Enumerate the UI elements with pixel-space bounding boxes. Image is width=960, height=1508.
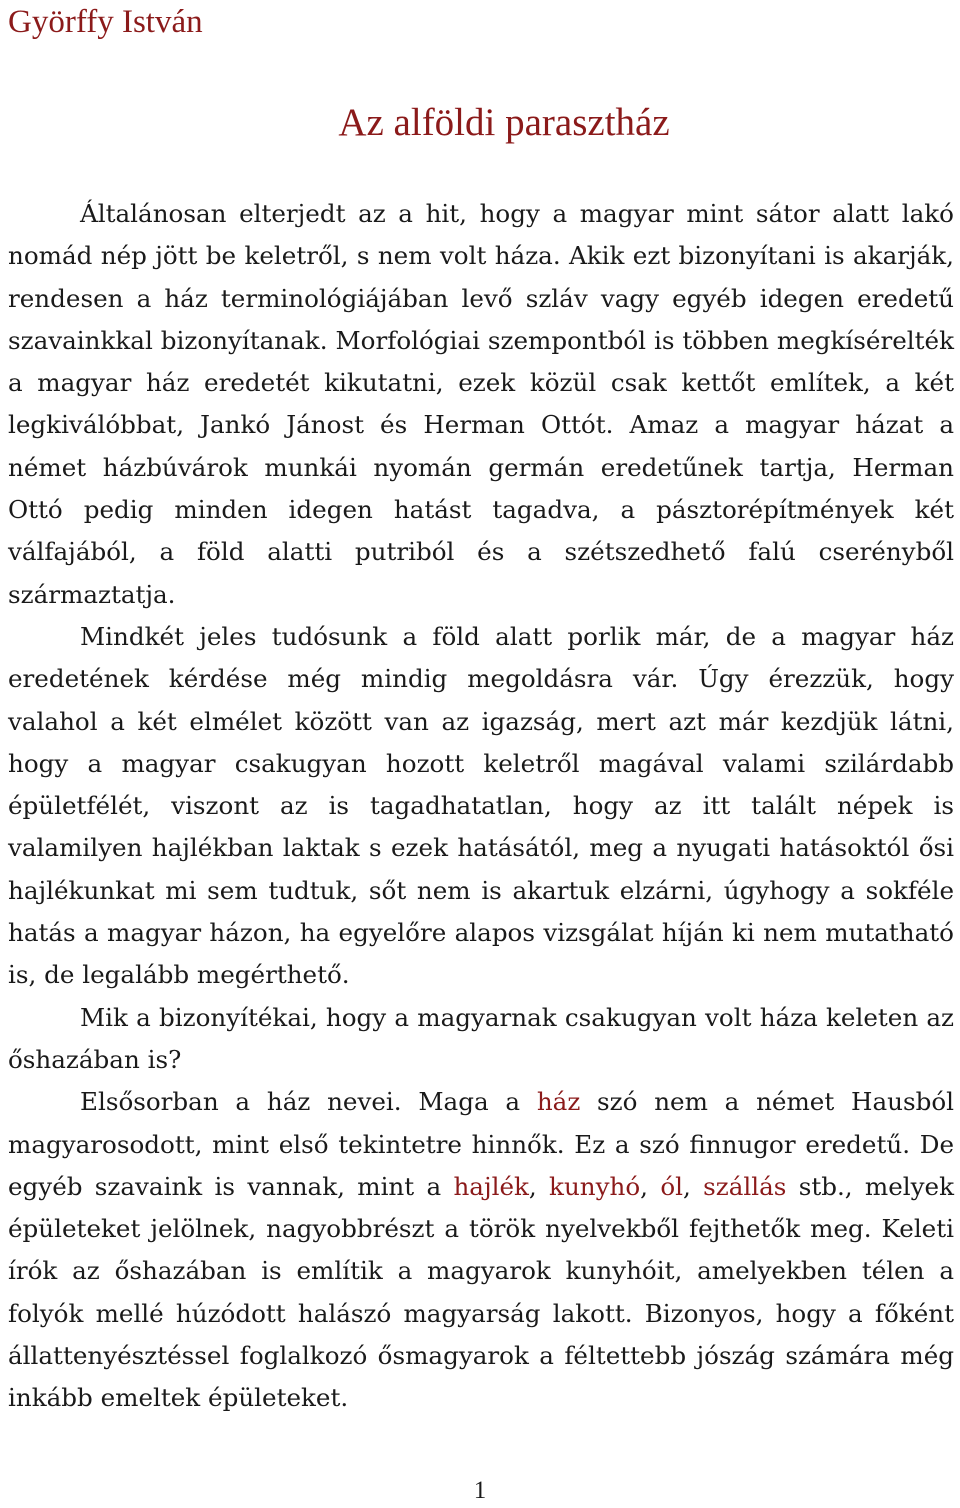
page-title: Az alföldi parasztház	[338, 101, 670, 144]
text-run: stb., melyek épületeket jelölnek, nagyobbrészt a török nyelvekből fejthetők meg. Keleti írók az őshazában is említik a magyarok kunyhóit, amelyekben télen a folyók mellé húzódott halászó magyarság lakott. Bizonyos, hogy a főként állattenyésztéssel foglalkozó ősmagyarok a féltettebb jószág számára még inkább emeltek épületeket.	[8, 1171, 955, 1413]
article-body	[8, 193, 954, 1420]
page-number: 1	[473, 1477, 487, 1504]
separator: ,	[640, 1171, 661, 1201]
text-run: Elsősorban a ház nevei. Maga a	[80, 1087, 537, 1117]
keyword-szallas: szállás	[703, 1171, 787, 1201]
paragraph-3: Mik a bizonyítékai, hogy a magyarnak csakugyan volt háza keleten az őshazában is?	[8, 1002, 954, 1074]
author-name: Györffy István	[8, 4, 203, 40]
paragraph-1: Általánosan elterjedt az a hit, hogy a magyar mint sátor alatt lakó nomád nép jött be keletről, s nem volt háza. Akik ezt bizonyítani is akarják, rendesen a ház terminológiájában levő szláv vagy egyéb idegen eredetű szavainkkal bizonyítanak. Morfológiai szempontból is többen megkísérelték a magyar ház eredetét kikutatni, ezek közül csak kettőt említek, a két legkiválóbbat, Jankó Jánost és Herman Ottót. Amaz a magyar házat a német házbúvárok munkái nyomán germán eredetűnek tartja, Herman Ottó pedig minden idegen hatást tagadva, a pásztorépítmények két válfajából, a föld alatti putriból és a szétszedhető falú cserényből származtatja.	[8, 199, 954, 609]
separator: ,	[528, 1171, 550, 1201]
keyword-hajlek: hajlék	[453, 1171, 529, 1201]
text-run: szó nem a német Hausból magyarosodott, mint első tekintetre hinnők. Ez a szó finnugor eredetű. De egyéb szavaink is vannak, mint a	[8, 1087, 954, 1201]
separator: ,	[683, 1171, 704, 1201]
paragraph-4	[8, 1081, 954, 1419]
keyword-ol: ól	[660, 1171, 683, 1201]
keyword-kunyho: kunyhó	[549, 1171, 641, 1201]
paragraph-2: Mindkét jeles tudósunk a föld alatt porlik már, de a magyar ház eredetének kérdése még mindig megoldásra vár. Úgy érezzük, hogy valahol a két elmélet között van az igazság, mert azt már kezdjük látni, hogy a magyar csakugyan hozott keletről magával valami szilárdabb épületfélét, viszont az is tagadhatatlan, hogy az itt talált népek is valamilyen hajlékban laktak s ezek hatásától, meg a nyugati hatásoktól ősi hajlékunkat mi sem tudtuk, sőt nem is akartuk elzárni, úgyhogy a sokféle hatás a magyar házon, ha egyelőre alapos vizsgálat híján ki nem mutatható is, de legalább megérthető.	[8, 621, 954, 990]
keyword-haz: ház	[536, 1087, 581, 1117]
